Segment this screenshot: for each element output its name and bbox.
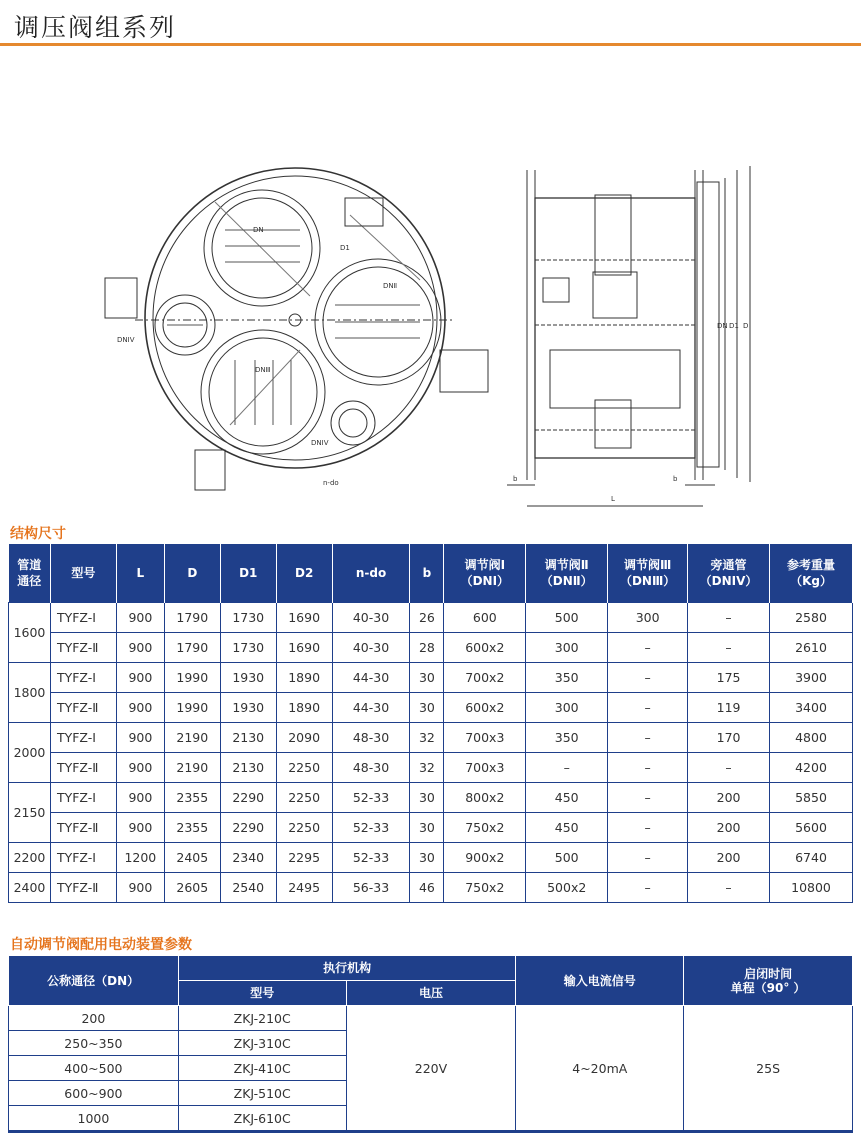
table-cell: – [608, 843, 688, 873]
table-cell: TYFZ-Ⅱ [50, 873, 116, 903]
motor-header-time: 启闭时间 单程（90° ） [684, 956, 853, 1006]
table-row [9, 873, 853, 903]
pipe-diameter-cell: 2150 [9, 783, 51, 843]
spec-header-cell: 旁通管 （DNIV） [688, 544, 770, 603]
label-side-dn: DN [717, 322, 728, 330]
table-cell: – [608, 723, 688, 753]
table-cell: 52-33 [332, 843, 410, 873]
table-cell: 5850 [770, 783, 853, 813]
spec-header-cell: 调节阀Ⅲ （DNⅢ） [608, 544, 688, 603]
table-cell: 1990 [164, 663, 220, 693]
side-body [535, 198, 695, 458]
table-cell: 2250 [276, 783, 332, 813]
table-cell: TYFZ-Ⅰ [50, 663, 116, 693]
table-cell: 3900 [770, 663, 853, 693]
spec-section-title: 结构尺寸 [10, 526, 66, 542]
table-cell: 2340 [220, 843, 276, 873]
table-cell: – [608, 813, 688, 843]
bypass-valve [331, 401, 375, 445]
label-side-d: D [743, 322, 749, 330]
spec-header-cell: 管道 通径 [9, 544, 51, 603]
table-cell: 119 [688, 693, 770, 723]
pipe-diameter-cell: 2000 [9, 723, 51, 783]
table-row [9, 633, 853, 663]
table-cell: 44-30 [332, 663, 410, 693]
label-n-do: n-do [323, 479, 339, 487]
table-cell: 3400 [770, 693, 853, 723]
table-cell: 2090 [276, 723, 332, 753]
table-cell: 2355 [164, 813, 220, 843]
table-cell: 1690 [276, 633, 332, 663]
table-cell: 2495 [276, 873, 332, 903]
table-cell: 175 [688, 663, 770, 693]
spec-header-cell: 调节阀Ⅱ （DNⅡ） [526, 544, 608, 603]
table-cell: – [688, 873, 770, 903]
valve-group-drawing [95, 160, 775, 520]
motor-dn-cell: 400~500 [9, 1056, 179, 1081]
title-divider [0, 43, 861, 46]
motor-model-cell: ZKJ-210C [178, 1006, 346, 1031]
table-cell: 30 [410, 783, 444, 813]
table-cell: 44-30 [332, 693, 410, 723]
table-cell: 48-30 [332, 723, 410, 753]
table-cell: 900 [116, 663, 164, 693]
table-cell: 200 [688, 783, 770, 813]
table-cell: 5600 [770, 813, 853, 843]
valve-iii-bottom [201, 330, 325, 454]
table-cell: 52-33 [332, 783, 410, 813]
table-cell: 450 [526, 783, 608, 813]
table-cell: 170 [688, 723, 770, 753]
spec-header-cell: 参考重量 （Kg） [770, 544, 853, 603]
table-cell: 1730 [220, 603, 276, 633]
table-cell: 2580 [770, 603, 853, 633]
table-cell: – [688, 603, 770, 633]
table-cell: 2290 [220, 783, 276, 813]
motor-time-cell: 25S [684, 1006, 853, 1131]
label-dn-ii: DNⅡ [383, 282, 398, 290]
table-cell: 300 [608, 603, 688, 633]
table-cell: 30 [410, 843, 444, 873]
table-cell: 26 [410, 603, 444, 633]
table-cell: – [608, 693, 688, 723]
table-cell: 2190 [164, 753, 220, 783]
motor-voltage-cell: 220V [346, 1006, 516, 1131]
table-cell: 1790 [164, 603, 220, 633]
table-cell: 500 [526, 603, 608, 633]
label-dn: DN [253, 226, 264, 234]
label-b-right: b [673, 475, 678, 483]
motor-header-signal: 输入电流信号 [516, 956, 684, 1006]
table-cell: 2250 [276, 753, 332, 783]
label-dn-iii: DNⅢ [255, 366, 271, 374]
label-side-d1: D1 [729, 322, 739, 330]
table-cell: 750x2 [444, 813, 526, 843]
table-cell: 800x2 [444, 783, 526, 813]
table-cell: TYFZ-Ⅱ [50, 813, 116, 843]
table-cell: 2190 [164, 723, 220, 753]
label-d1: D1 [340, 244, 350, 252]
motor-dn-cell: 200 [9, 1006, 179, 1031]
table-row [9, 693, 853, 723]
table-cell: TYFZ-Ⅰ [50, 603, 116, 633]
motor-section-title: 自动调节阀配用电动装置参数 [10, 937, 192, 953]
label-b-left: b [513, 475, 518, 483]
table-cell: – [608, 633, 688, 663]
table-row [9, 663, 853, 693]
table-cell: 30 [410, 693, 444, 723]
table-cell: 900 [116, 783, 164, 813]
table-cell: 2130 [220, 753, 276, 783]
table-cell: 2605 [164, 873, 220, 903]
motor-header-actuator: 执行机构 [178, 956, 516, 981]
table-cell: TYFZ-Ⅱ [50, 633, 116, 663]
table-cell: 1690 [276, 603, 332, 633]
table-cell: 2405 [164, 843, 220, 873]
table-cell: 700x3 [444, 723, 526, 753]
table-cell: – [688, 753, 770, 783]
table-row [9, 723, 853, 753]
table-cell: 2295 [276, 843, 332, 873]
table-cell: 4200 [770, 753, 853, 783]
table-cell: – [688, 633, 770, 663]
table-cell: 1790 [164, 633, 220, 663]
table-cell: TYFZ-Ⅱ [50, 693, 116, 723]
spec-header-cell: 型号 [50, 544, 116, 603]
motor-dn-cell: 250~350 [9, 1031, 179, 1056]
table-cell: 200 [688, 813, 770, 843]
motor-header-model: 型号 [178, 981, 346, 1006]
pipe-diameter-cell: 1600 [9, 603, 51, 663]
motor-model-cell: ZKJ-310C [178, 1031, 346, 1056]
table-cell: – [608, 663, 688, 693]
table-cell: 2250 [276, 813, 332, 843]
spec-header-cell: 调节阀Ⅰ （DNⅠ） [444, 544, 526, 603]
table-cell: 450 [526, 813, 608, 843]
label-dniv-bottom: DNIV [311, 439, 329, 447]
table-cell: 48-30 [332, 753, 410, 783]
pipe-diameter-cell: 2200 [9, 843, 51, 873]
spec-header-cell: b [410, 544, 444, 603]
label-dniv-left: DNIV [117, 336, 135, 344]
pipe-diameter-cell: 1800 [9, 663, 51, 723]
table-row [9, 1006, 853, 1031]
table-cell: 500x2 [526, 873, 608, 903]
spec-header-cell: D [164, 544, 220, 603]
table-cell: 52-33 [332, 813, 410, 843]
table-cell: TYFZ-Ⅰ [50, 843, 116, 873]
spec-header-row [9, 544, 853, 603]
table-row [9, 813, 853, 843]
table-cell: 46 [410, 873, 444, 903]
table-cell: 1730 [220, 633, 276, 663]
table-cell: 56-33 [332, 873, 410, 903]
table-cell: – [526, 753, 608, 783]
table-cell: 1930 [220, 693, 276, 723]
table-cell: 900 [116, 723, 164, 753]
table-cell: 2610 [770, 633, 853, 663]
table-cell: 10800 [770, 873, 853, 903]
motor-model-cell: ZKJ-510C [178, 1081, 346, 1106]
table-cell: 4800 [770, 723, 853, 753]
table-cell: TYFZ-Ⅰ [50, 723, 116, 753]
table-row [9, 753, 853, 783]
table-cell: 700x2 [444, 663, 526, 693]
motor-dn-cell: 1000 [9, 1106, 179, 1131]
table-cell: 900 [116, 873, 164, 903]
motor-model-cell: ZKJ-410C [178, 1056, 346, 1081]
label-l: L [611, 495, 615, 503]
table-cell: 350 [526, 723, 608, 753]
table-cell: 300 [526, 693, 608, 723]
table-cell: 300 [526, 633, 608, 663]
spec-header-cell: n-do [332, 544, 410, 603]
table-cell: 30 [410, 663, 444, 693]
table-cell: 900 [116, 693, 164, 723]
table-cell: 2130 [220, 723, 276, 753]
table-cell: 900x2 [444, 843, 526, 873]
table-cell: 900 [116, 813, 164, 843]
motor-header-dn: 公称通径（DN） [9, 956, 179, 1006]
pipe-diameter-cell: 2400 [9, 873, 51, 903]
page-title: 调压阀组系列 [14, 13, 177, 42]
table-cell: 2290 [220, 813, 276, 843]
table-cell: 1200 [116, 843, 164, 873]
table-cell: 32 [410, 723, 444, 753]
spec-table [8, 544, 853, 903]
spec-header-cell: D1 [220, 544, 276, 603]
table-cell: 600 [444, 603, 526, 633]
table-cell: 28 [410, 633, 444, 663]
table-cell: 200 [688, 843, 770, 873]
table-cell: 40-30 [332, 603, 410, 633]
table-cell: 500 [526, 843, 608, 873]
bottom-divider [8, 1131, 853, 1133]
table-cell: 1890 [276, 663, 332, 693]
table-cell: 700x3 [444, 753, 526, 783]
table-cell: – [608, 783, 688, 813]
table-cell: – [608, 753, 688, 783]
spec-header-cell: D2 [276, 544, 332, 603]
table-cell: 750x2 [444, 873, 526, 903]
motor-header-voltage: 电压 [346, 981, 516, 1006]
table-cell: 600x2 [444, 633, 526, 663]
table-cell: 40-30 [332, 633, 410, 663]
table-cell: 600x2 [444, 693, 526, 723]
table-cell: 32 [410, 753, 444, 783]
table-cell: 900 [116, 633, 164, 663]
table-cell: 1990 [164, 693, 220, 723]
table-cell: 900 [116, 753, 164, 783]
table-cell: TYFZ-Ⅰ [50, 783, 116, 813]
table-row [9, 843, 853, 873]
table-cell: 900 [116, 603, 164, 633]
table-cell: 1890 [276, 693, 332, 723]
table-cell: 1930 [220, 663, 276, 693]
table-cell: 350 [526, 663, 608, 693]
motor-dn-cell: 600~900 [9, 1081, 179, 1106]
table-cell: 30 [410, 813, 444, 843]
table-cell: 2355 [164, 783, 220, 813]
outer-flange [145, 168, 445, 468]
table-cell: 6740 [770, 843, 853, 873]
table-row [9, 603, 853, 633]
table-cell: – [608, 873, 688, 903]
table-row [9, 783, 853, 813]
spec-header-cell: L [116, 544, 164, 603]
table-cell: 2540 [220, 873, 276, 903]
motor-signal-cell: 4~20mA [516, 1006, 684, 1131]
table-cell: TYFZ-Ⅱ [50, 753, 116, 783]
motor-table [8, 956, 853, 1131]
motor-model-cell: ZKJ-610C [178, 1106, 346, 1131]
